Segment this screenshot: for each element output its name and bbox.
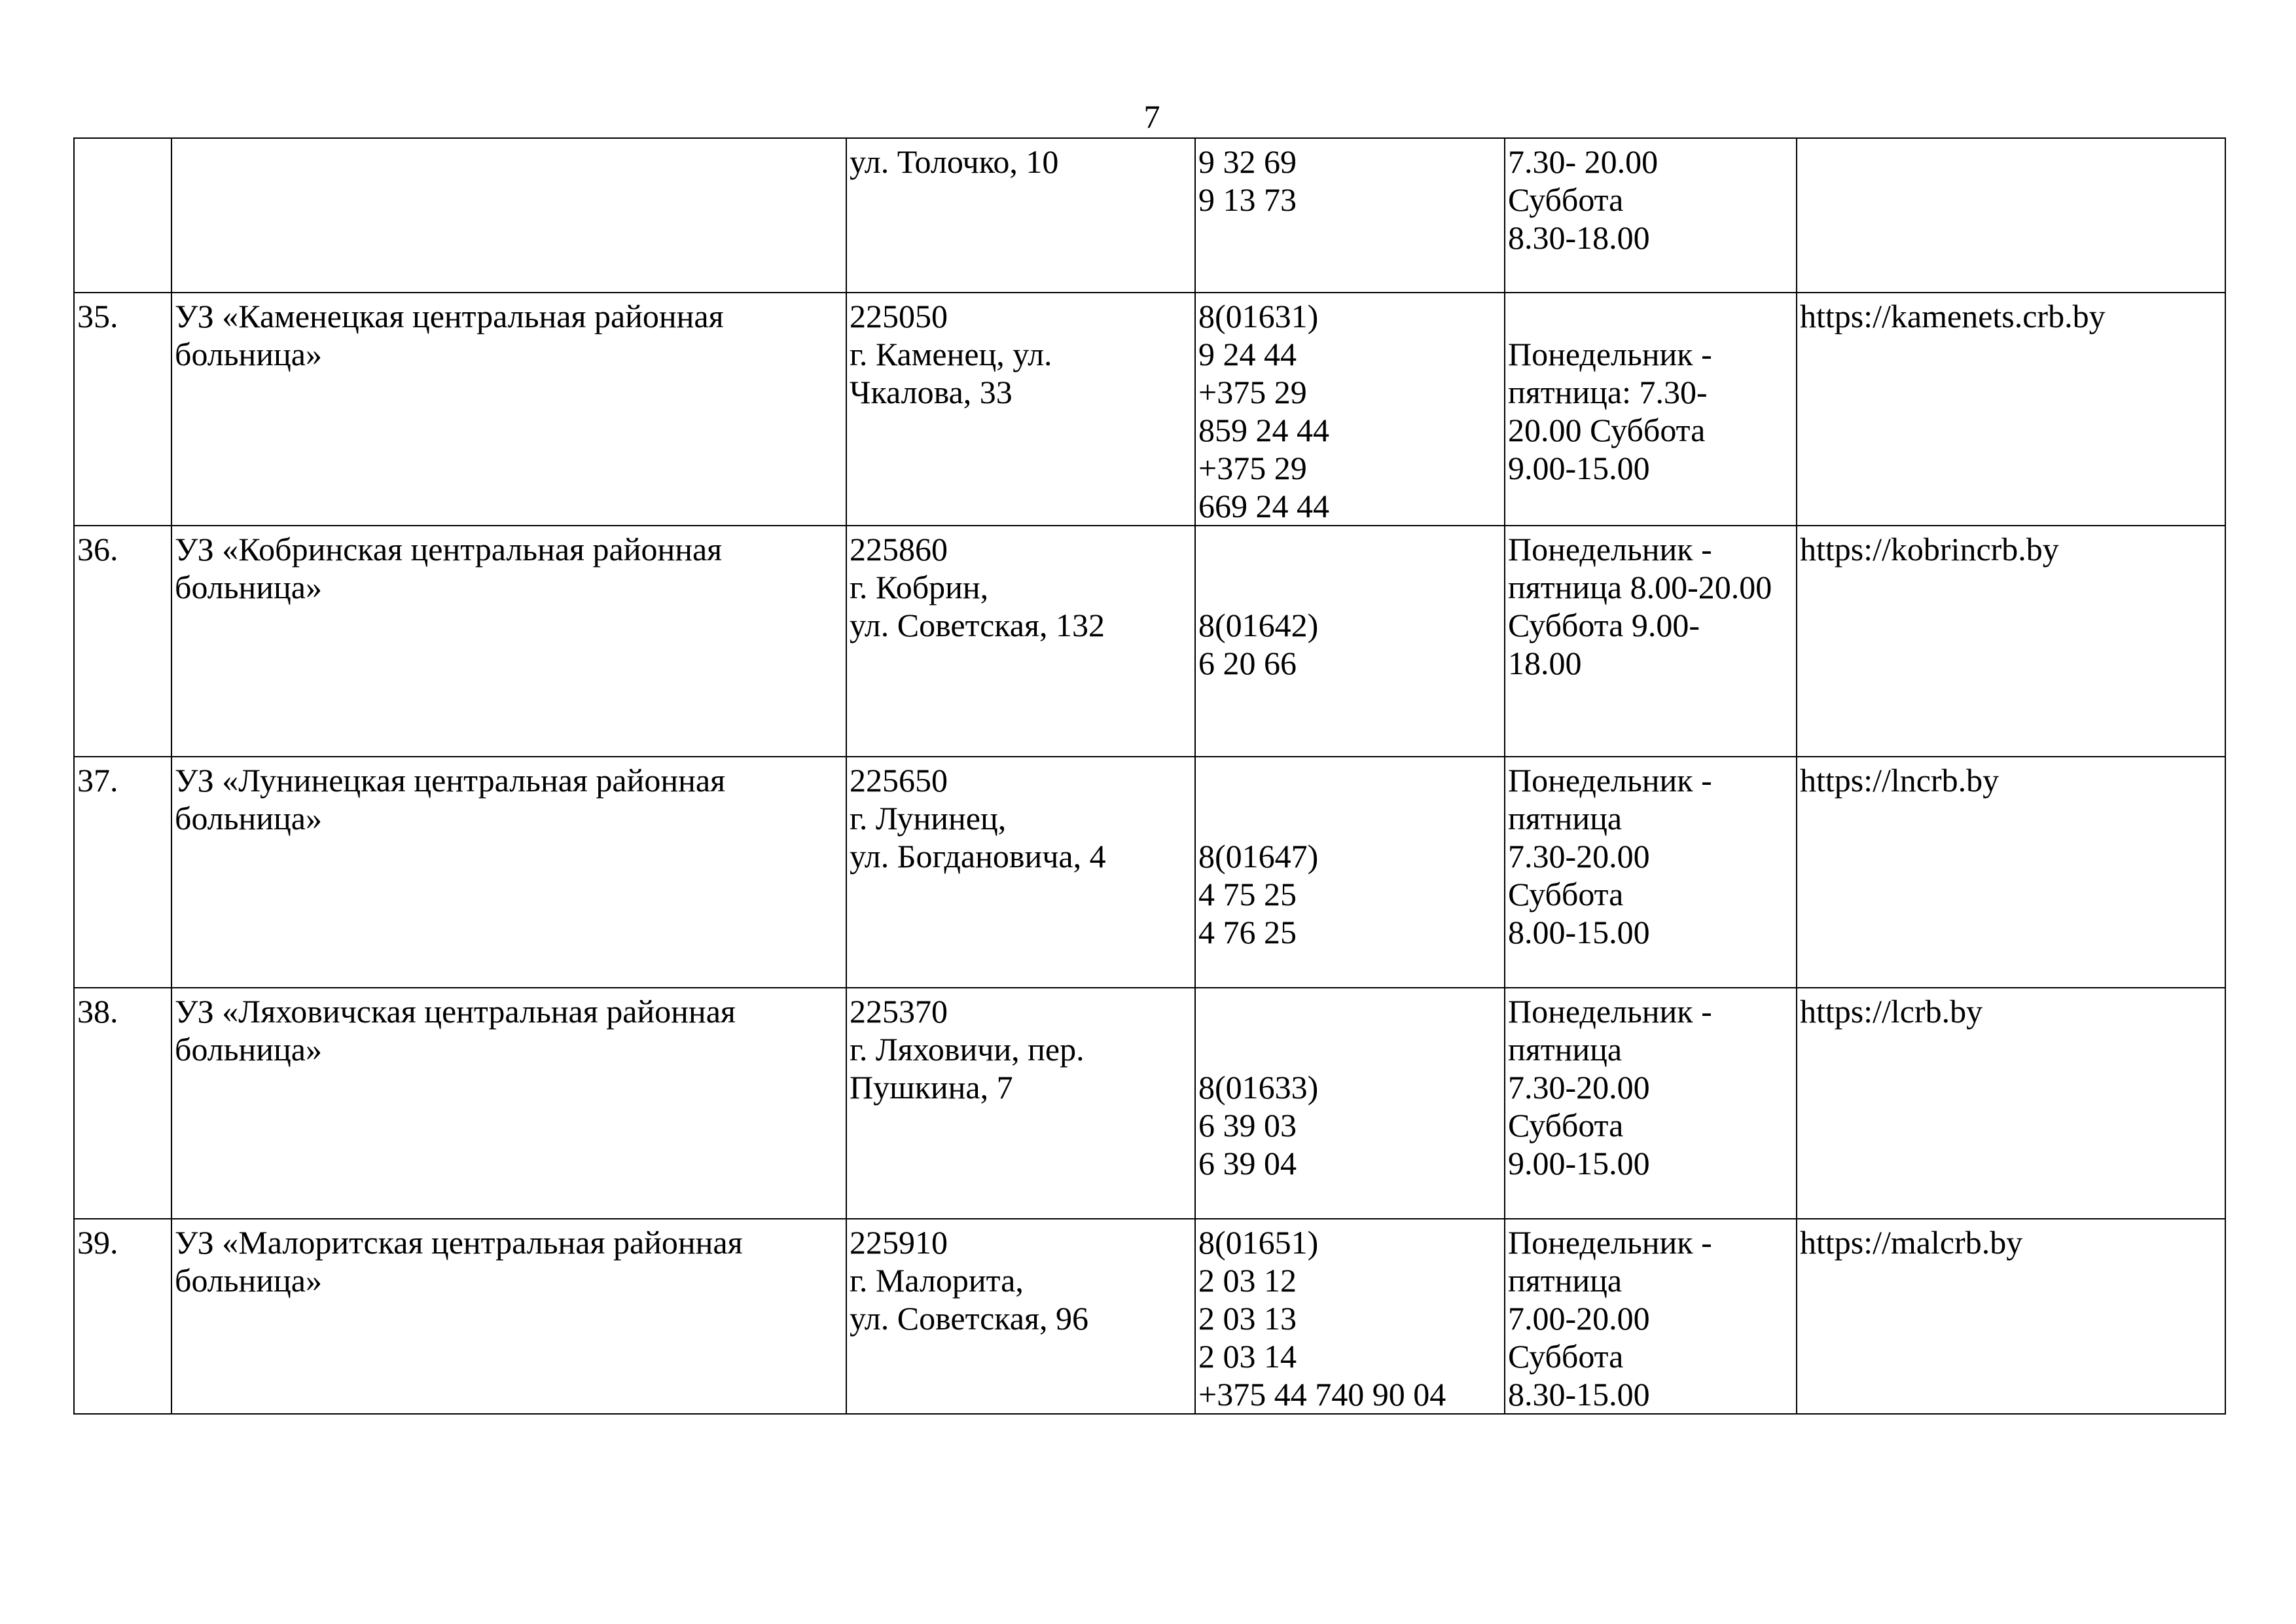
table-row — [74, 1219, 2225, 1414]
hours-cell: 7.30- 20.00 Суббота 8.30-18.00 — [1505, 138, 1797, 293]
table-row — [74, 138, 2225, 293]
institution-name-cell: УЗ «Малоритская центральная районная больница» — [171, 1219, 846, 1414]
website-cell[interactable]: https://kobrincrb.by — [1797, 526, 2225, 757]
address-cell: 225860 г. Кобрин, ул. Советская, 132 — [846, 526, 1195, 757]
row-number-cell — [74, 138, 171, 293]
address-cell: ул. Толочко, 10 — [846, 138, 1195, 293]
hours-cell: Понедельник - пятница: 7.30- 20.00 Суббота 9.00-15.00 — [1505, 293, 1797, 526]
row-number-cell: 36. — [74, 526, 171, 757]
address-cell: 225910 г. Малорита, ул. Советская, 96 — [846, 1219, 1195, 1414]
phone-cell: 8(01633) 6 39 03 6 39 04 — [1195, 988, 1505, 1219]
phone-cell: 9 32 69 9 13 73 — [1195, 138, 1505, 293]
hours-cell: Понедельник - пятница 7.00-20.00 Суббота 8.30-15.00 — [1505, 1219, 1797, 1414]
institution-name-cell: УЗ «Ляховичская центральная районная больница» — [171, 988, 846, 1219]
institution-name-cell — [171, 138, 846, 293]
phone-cell: 8(01651) 2 03 12 2 03 13 2 03 14 +375 44 740 90 04 — [1195, 1219, 1505, 1414]
address-cell: 225050 г. Каменец, ул. Чкалова, 33 — [846, 293, 1195, 526]
website-cell[interactable]: https://lcrb.by — [1797, 988, 2225, 1219]
phone-cell: 8(01642) 6 20 66 — [1195, 526, 1505, 757]
website-cell[interactable]: https://kamenets.crb.by — [1797, 293, 2225, 526]
website-cell[interactable]: https://lncrb.by — [1797, 757, 2225, 988]
address-cell: 225370 г. Ляховичи, пер. Пушкина, 7 — [846, 988, 1195, 1219]
hospital-table — [73, 137, 2226, 1415]
row-number-cell: 39. — [74, 1219, 171, 1414]
phone-cell: 8(01631) 9 24 44 +375 29 859 24 44 +375 29 669 24 44 — [1195, 293, 1505, 526]
hours-cell: Понедельник - пятница 7.30-20.00 Суббота 8.00-15.00 — [1505, 757, 1797, 988]
website-cell — [1797, 138, 2225, 293]
table-row — [74, 293, 2225, 526]
hours-cell: Понедельник - пятница 7.30-20.00 Суббота 9.00-15.00 — [1505, 988, 1797, 1219]
institution-name-cell: УЗ «Кобринская центральная районная больница» — [171, 526, 846, 757]
institution-name-cell: УЗ «Лунинецкая центральная районная больница» — [171, 757, 846, 988]
table-row — [74, 757, 2225, 988]
institution-name-cell: УЗ «Каменецкая центральная районная больница» — [171, 293, 846, 526]
table-row — [74, 988, 2225, 1219]
row-number-cell: 37. — [74, 757, 171, 988]
hours-cell: Понедельник - пятница 8.00-20.00 Суббота 9.00- 18.00 — [1505, 526, 1797, 757]
address-cell: 225650 г. Лунинец, ул. Богдановича, 4 — [846, 757, 1195, 988]
table-row — [74, 526, 2225, 757]
phone-cell: 8(01647) 4 75 25 4 76 25 — [1195, 757, 1505, 988]
website-cell[interactable]: https://malcrb.by — [1797, 1219, 2225, 1414]
row-number-cell: 35. — [74, 293, 171, 526]
page-number: 7 — [1143, 98, 1160, 135]
row-number-cell: 38. — [74, 988, 171, 1219]
